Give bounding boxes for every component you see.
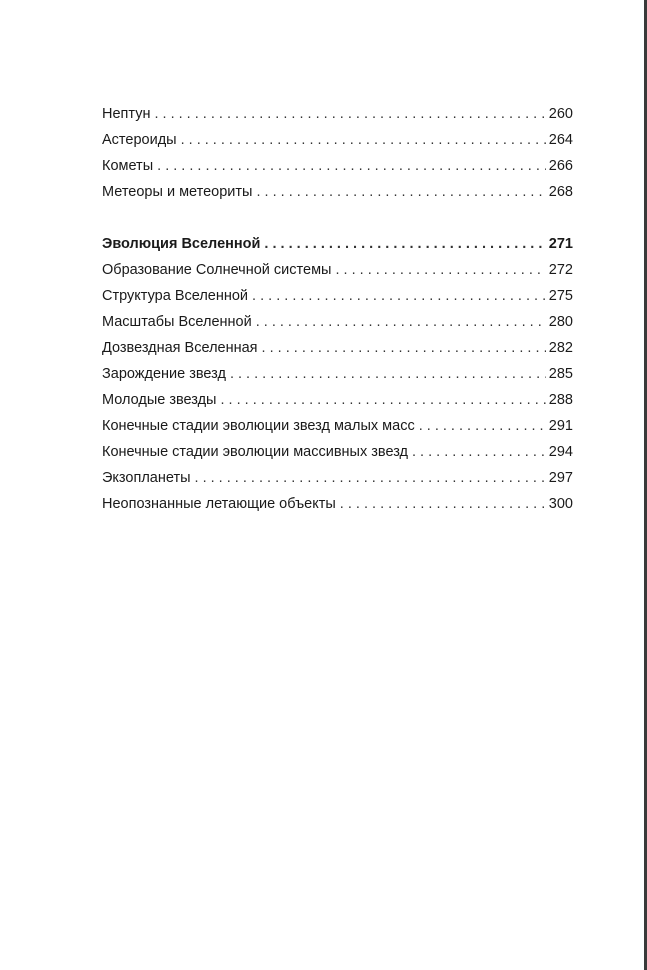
toc-entry-title: Молодые звезды — [102, 392, 217, 408]
dot-leader — [195, 465, 546, 491]
toc-entry-page: 266 — [548, 158, 573, 174]
toc-entry-page: 288 — [548, 392, 573, 408]
table-of-contents — [102, 101, 573, 517]
toc-entry-page: 264 — [548, 132, 573, 148]
toc-entry[interactable] — [102, 257, 573, 283]
dot-leader — [157, 153, 546, 179]
dot-leader — [262, 335, 546, 361]
toc-entry-title: Метеоры и метеориты — [102, 184, 253, 200]
toc-section-heading[interactable] — [102, 231, 573, 257]
dot-leader — [419, 413, 546, 439]
toc-entry-page: 260 — [548, 106, 573, 122]
toc-entry[interactable] — [102, 153, 573, 179]
toc-entry-title: Нептун — [102, 106, 151, 122]
toc-entry-page: 285 — [548, 366, 573, 382]
toc-entry-title: Образование Солнечной системы — [102, 262, 332, 278]
toc-entry[interactable] — [102, 127, 573, 153]
toc-entry[interactable] — [102, 387, 573, 413]
dot-leader — [264, 231, 545, 257]
toc-entry-title: Астероиды — [102, 132, 177, 148]
toc-group-universe-evolution — [102, 231, 573, 517]
toc-entry[interactable] — [102, 439, 573, 465]
toc-entry-title: Неопознанные летающие объекты — [102, 496, 336, 512]
toc-entry[interactable] — [102, 413, 573, 439]
toc-entry[interactable] — [102, 309, 573, 335]
toc-entry-title: Кометы — [102, 158, 154, 174]
toc-entry-title: Конечные стадии эволюции звезд малых масс — [102, 418, 415, 434]
toc-entry-page: 272 — [548, 262, 573, 278]
dot-leader — [340, 491, 546, 517]
toc-entry-title: Дозвездная Вселенная — [102, 340, 258, 356]
toc-entry[interactable] — [102, 179, 573, 205]
dot-leader — [335, 257, 545, 283]
dot-leader — [220, 387, 545, 413]
toc-entry-title: Масштабы Вселенной — [102, 314, 252, 330]
toc-entry-page: 280 — [548, 314, 573, 330]
toc-entry[interactable] — [102, 465, 573, 491]
toc-entry-title: Зарождение звезд — [102, 366, 226, 382]
dot-leader — [181, 127, 546, 153]
toc-entry-page: 268 — [548, 184, 573, 200]
toc-entry-page: 294 — [548, 444, 573, 460]
dot-leader — [252, 283, 546, 309]
toc-entry[interactable] — [102, 101, 573, 127]
toc-entry-page: 275 — [548, 288, 573, 304]
dot-leader — [256, 179, 545, 205]
toc-entry-title: Структура Вселенной — [102, 288, 249, 304]
dot-leader — [412, 439, 546, 465]
toc-entry[interactable] — [102, 491, 573, 517]
toc-entry[interactable] — [102, 283, 573, 309]
toc-entry-title: Эволюция Вселенной — [102, 236, 261, 252]
dot-leader — [230, 361, 546, 387]
toc-entry-title: Экзопланеты — [102, 470, 191, 486]
toc-entry[interactable] — [102, 335, 573, 361]
dot-leader — [256, 309, 546, 335]
toc-entry-page: 282 — [548, 340, 573, 356]
toc-entry-page: 300 — [548, 496, 573, 512]
toc-entry-page: 297 — [548, 470, 573, 486]
toc-group-planets — [102, 101, 573, 205]
toc-entry-title: Конечные стадии эволюции массивных звезд — [102, 444, 408, 460]
toc-entry[interactable] — [102, 361, 573, 387]
dot-leader — [154, 101, 545, 127]
toc-entry-page: 271 — [548, 236, 573, 252]
toc-entry-page: 291 — [548, 418, 573, 434]
